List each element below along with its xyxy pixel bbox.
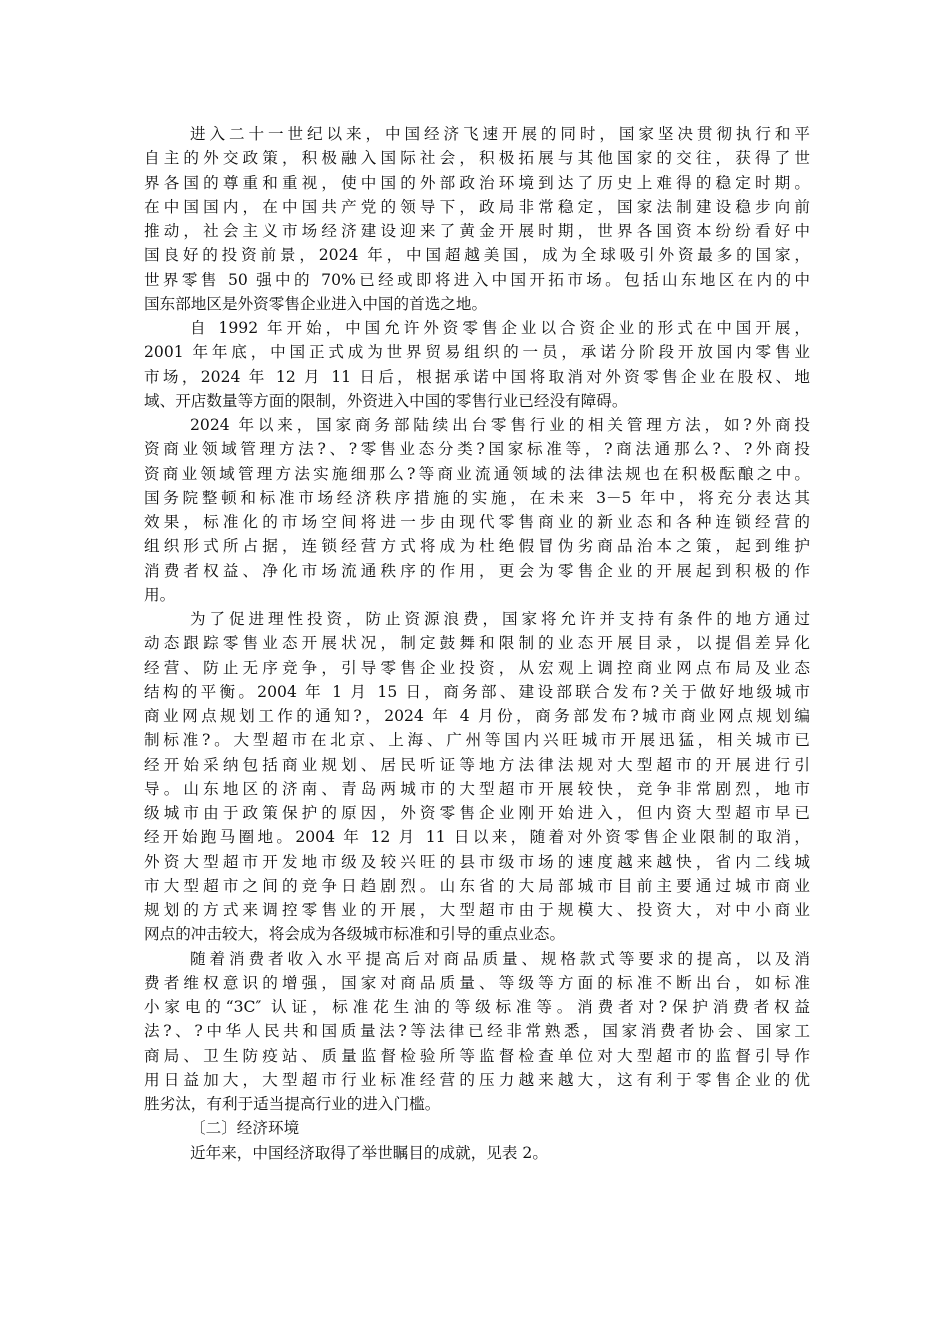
- text-line: 商业网点规划工作的通知?，2024 年 4 月份，商务部发布?城市商业网点规划编: [144, 707, 810, 725]
- text-line: 进入二十一世纪以来，中国经济飞速开展的同时，国家坚决贯彻执行和平: [190, 125, 810, 143]
- text-line: 经开始跑马圈地。2004 年 12 月 11 日以来，随着对外资零售企业限制的取消，: [144, 828, 810, 847]
- text-line: 级城市由于政策保护的原因，外资零售企业刚开始进入，但内资大型超市早已: [144, 804, 810, 822]
- text-line: 为了促进理性投资，防止资源浪费，国家将允许并支持有条件的地方通过: [190, 610, 810, 628]
- text-line: 推动，社会主义市场经济建设迎来了黄金开展时期，世界各国资本纷纷看好中: [144, 222, 810, 240]
- text-line: 国东部地区是外资零售企业进入中国的首选之地。: [144, 294, 488, 313]
- text-line: 资商业领域管理方法?、?零售业态分类?国家标准等，?商法通那么?、?外商投: [144, 440, 810, 459]
- text-line: 动态跟踪零售业态开展状况，制定鼓舞和限制的业态开展目录，以提倡差异化: [144, 634, 810, 653]
- text-line: 商局、卫生防疫站、质量监督检验所等监督检查单位对大型超市的监督引导作: [144, 1046, 810, 1065]
- text-line: 制标准?。大型超市在北京、上海、广州等国内兴旺城市开展迅猛，相关城市已: [144, 731, 810, 750]
- text-line: 经营、防止无序竞争，引导零售企业投资，从宏观上调控商业网点布局及业态: [144, 658, 810, 677]
- text-line: 世界零售 50 强中的 70%已经或即将进入中国开拓市场。包括山东地区在内的中: [144, 270, 810, 289]
- text-line: 小家电的“3C″ 认证，标准花生油的等级标准等。消费者对?保护消费者权益: [144, 998, 810, 1016]
- text-line: 资商业领域管理方法实施细那么?等商业流通领域的法律法规也在积极酝酿之中。: [144, 464, 810, 483]
- text-line: 国务院整顿和标准市场经济秩序措施的实施，在未来 3－5 年中，将充分表达其: [144, 488, 810, 507]
- text-line: 2024 年以来，国家商务部陆续出台零售行业的相关管理方法，如?外商投: [190, 416, 810, 434]
- text-line: 胜劣汰，有利于适当提高行业的进入门槛。: [144, 1095, 441, 1113]
- text-line: 用日益加大，大型超市行业标准经营的压力越来越大，这有利于零售企业的优: [144, 1070, 810, 1089]
- text-line: 效果，标准化的市场空间将进一步由现代零售商业的新业态和各种连锁经营的: [144, 513, 810, 531]
- text-line: 近年来，中国经济取得了举世瞩目的成就，见表 2。: [190, 1143, 548, 1162]
- text-line: 〔二〕经济环境: [190, 1119, 300, 1138]
- text-line: 自 1992 年开始，中国允许外资零售企业以合资企业的形式在中国开展，: [190, 319, 810, 337]
- text-line: 网点的冲击较大，将会成为各级城市标准和引导的重点业态。: [144, 925, 566, 944]
- text-line: 自主的外交政策，积极融入国际社会，积极拓展与其他国家的交往，获得了世: [144, 149, 810, 168]
- text-line: 导。山东地区的济南、青岛两城市的大型超市开展较快，竞争非常剧烈，地市: [144, 779, 810, 798]
- text-line: 外资大型超市开发地市级及较兴旺的县市级市场的速度越来越快，省内二线城: [144, 852, 810, 871]
- document-body: [144, 122, 810, 1165]
- text-line: 界各国的尊重和重视，使中国的外部政治环境到达了历史上难得的稳定时期。: [144, 173, 810, 192]
- text-line: 组织形式所占据，连锁经营方式将成为杜绝假冒伪劣商品治本之策，起到维护: [144, 537, 810, 556]
- text-line: 域、开店数量等方面的限制，外资进入中国的零售行业已经没有障碍。: [144, 391, 628, 410]
- text-line: 规划的方式来调控零售业的开展，大型超市由于规模大、投资大，对中小商业: [144, 901, 810, 919]
- text-line: 结构的平衡。2004 年 1 月 15 日，商务部、建设部联合发布?关于做好地级城市: [144, 682, 810, 701]
- text-line: 用。: [144, 585, 176, 604]
- text-line: 国良好的投资前景，2024 年，中国超越美国，成为全球吸引外资最多的国家，: [144, 246, 810, 265]
- text-line: 随着消费者收入水平提高后对商品质量、规格款式等要求的提高，以及消: [190, 949, 810, 968]
- text-line: 费者维权意识的增强，国家对商品质量、等级等方面的标准不断出台，如标准: [144, 973, 810, 992]
- text-line: 2001 年年底，中国正式成为世界贸易组织的一员，承诺分阶段开放国内零售业: [144, 343, 810, 362]
- text-line: 市场，2024 年 12 月 11 日后，根据承诺中国将取消对外资零售企业在股权、地: [144, 367, 810, 386]
- text-line: 经开始采纳包括商业规划、居民听证等地方法律法规对大型超市的开展进行引: [144, 755, 810, 774]
- text-line: 在中国国内，在中国共产党的领导下，政局非常稳定，国家法制建设稳步向前: [144, 197, 810, 216]
- text-line: 消费者权益、净化市场流通秩序的作用，更会为零售企业的开展起到积极的作: [144, 561, 810, 580]
- text-line: 市大型超市之间的竞争日趋剧烈。山东省的大局部城市目前主要通过城市商业: [144, 876, 810, 895]
- text-line: 法?、?中华人民共和国质量法?等法律已经非常熟悉，国家消费者协会、国家工: [144, 1022, 810, 1041]
